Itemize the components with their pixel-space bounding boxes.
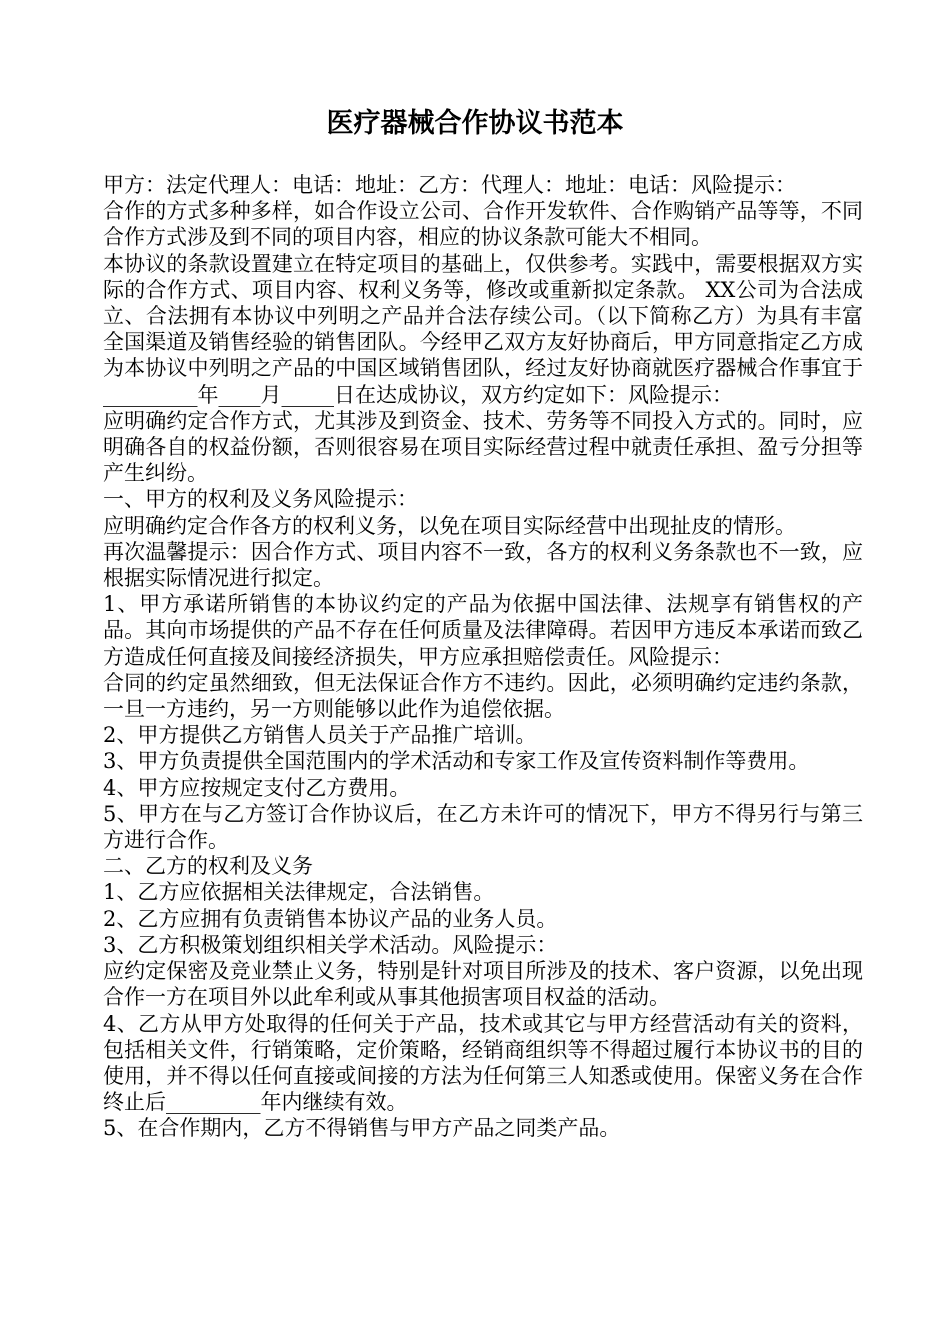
section-heading-party-a: 一、甲方的权利及义务风险提示： — [103, 487, 418, 512]
paragraph-reminder: 再次温馨提示：因合作方式、项目内容不一致，各方的权利义务条款也不一致，应根据实际情况进行拟定。 — [103, 539, 863, 591]
paragraph-risk-note-5: 应约定保密及竞业禁止义务，特别是针对项目所涉及的技术、客户资源，以免出现合作一方在项目外以此牟利或从事其他损害项目权益的活动。 — [103, 959, 863, 1010]
paragraph-risk-note-3: 应明确约定合作各方的权利义务，以免在项目实际经营中出现扯皮的情形。 — [103, 513, 796, 538]
clause-a-5: 5、甲方在与乙方签订合作协议后，在乙方未许可的情况下，甲方不得另行与第三方进行合作。 — [103, 801, 863, 853]
clause-a-2: 2、甲方提供乙方销售人员关于产品推广培训。 — [103, 723, 537, 748]
clause-a-3: 3、甲方负责提供全国范围内的学术活动和专家工作及宣传资料制作等费用。 — [103, 749, 810, 774]
document-title: 医疗器械合作协议书范本 — [326, 108, 624, 139]
paragraph-parties: 甲方：法定代理人：电话：地址：乙方：代理人：地址：电话：风险提示： — [103, 173, 796, 197]
clause-a-1: 1、甲方承诺所销售的本协议约定的产品为依据中国法律、法规享有销售权的产品。其向市场提供的产品不存在任何质量及法律障碍。若因甲方违反本承诺而致乙方造成任何直接及间接经济损失，甲方应承担赔偿责任。风险提示： — [103, 592, 863, 669]
clause-b-5: 5、在合作期内，乙方不得销售与甲方产品之同类产品。 — [103, 1116, 621, 1141]
clause-b-4: 4、乙方从甲方处取得的任何关于产品，技术或其它与甲方经营活动有关的资料，包括相关文件，行销策略，定价策略，经销商组织等不得超过履行本协议书的目的使用，并不得以任何直接或间接的方法为任何第三人知悉或使用。保密义务在合作终止后_________年内继续有效。 — [103, 1011, 863, 1115]
paragraph-risk-note-1: 合作的方式多种多样，如合作设立公司、合作开发软件、合作购销产品等等，不同合作方式涉及到不同的项目内容，相应的协议条款可能大不相同。 — [103, 199, 863, 250]
clause-a-4: 4、甲方应按规定支付乙方费用。 — [103, 775, 411, 800]
paragraph-risk-note-2: 应明确约定合作方式，尤其涉及到资金、技术、劳务等不同投入方式的。同时，应明确各自的权益份额，否则很容易在项目实际经营过程中就责任承担、盈亏分担等产生纠纷。 — [103, 408, 863, 486]
section-heading-party-b: 二、乙方的权利及义务 — [103, 854, 313, 879]
clause-b-3: 3、乙方积极策划组织相关学术活动。风险提示： — [103, 932, 558, 957]
document-body — [103, 172, 863, 1142]
paragraph-preamble: 本协议的条款设置建立在特定项目的基础上，仅供参考。实践中，需要根据双方实际的合作方式、项目内容、权利义务等，修改或重新拟定条款。 XX公司为合法成立、合法拥有本协议中列明之产品并合法存续公司。（以下简称乙方）为具有丰富全国渠道及销售经验的销售团队。今经甲乙双方友好协商后，甲方同意指定乙方成为本协议中列明之产品的中国区域销售团队，经过友好协商就医疗器械合作事宜于_________年____月_____日在达成协议，双方约定如下：风险提示： — [103, 251, 863, 407]
clause-b-2: 2、乙方应拥有负责销售本协议产品的业务人员。 — [103, 906, 558, 931]
clause-b-1: 1、乙方应依据相关法律规定，合法销售。 — [103, 880, 495, 905]
paragraph-risk-note-4: 合同的约定虽然细致，但无法保证合作方不违约。因此，必须明确约定违约条款，一旦一方违约，另一方则能够以此作为追偿依据。 — [103, 670, 863, 722]
